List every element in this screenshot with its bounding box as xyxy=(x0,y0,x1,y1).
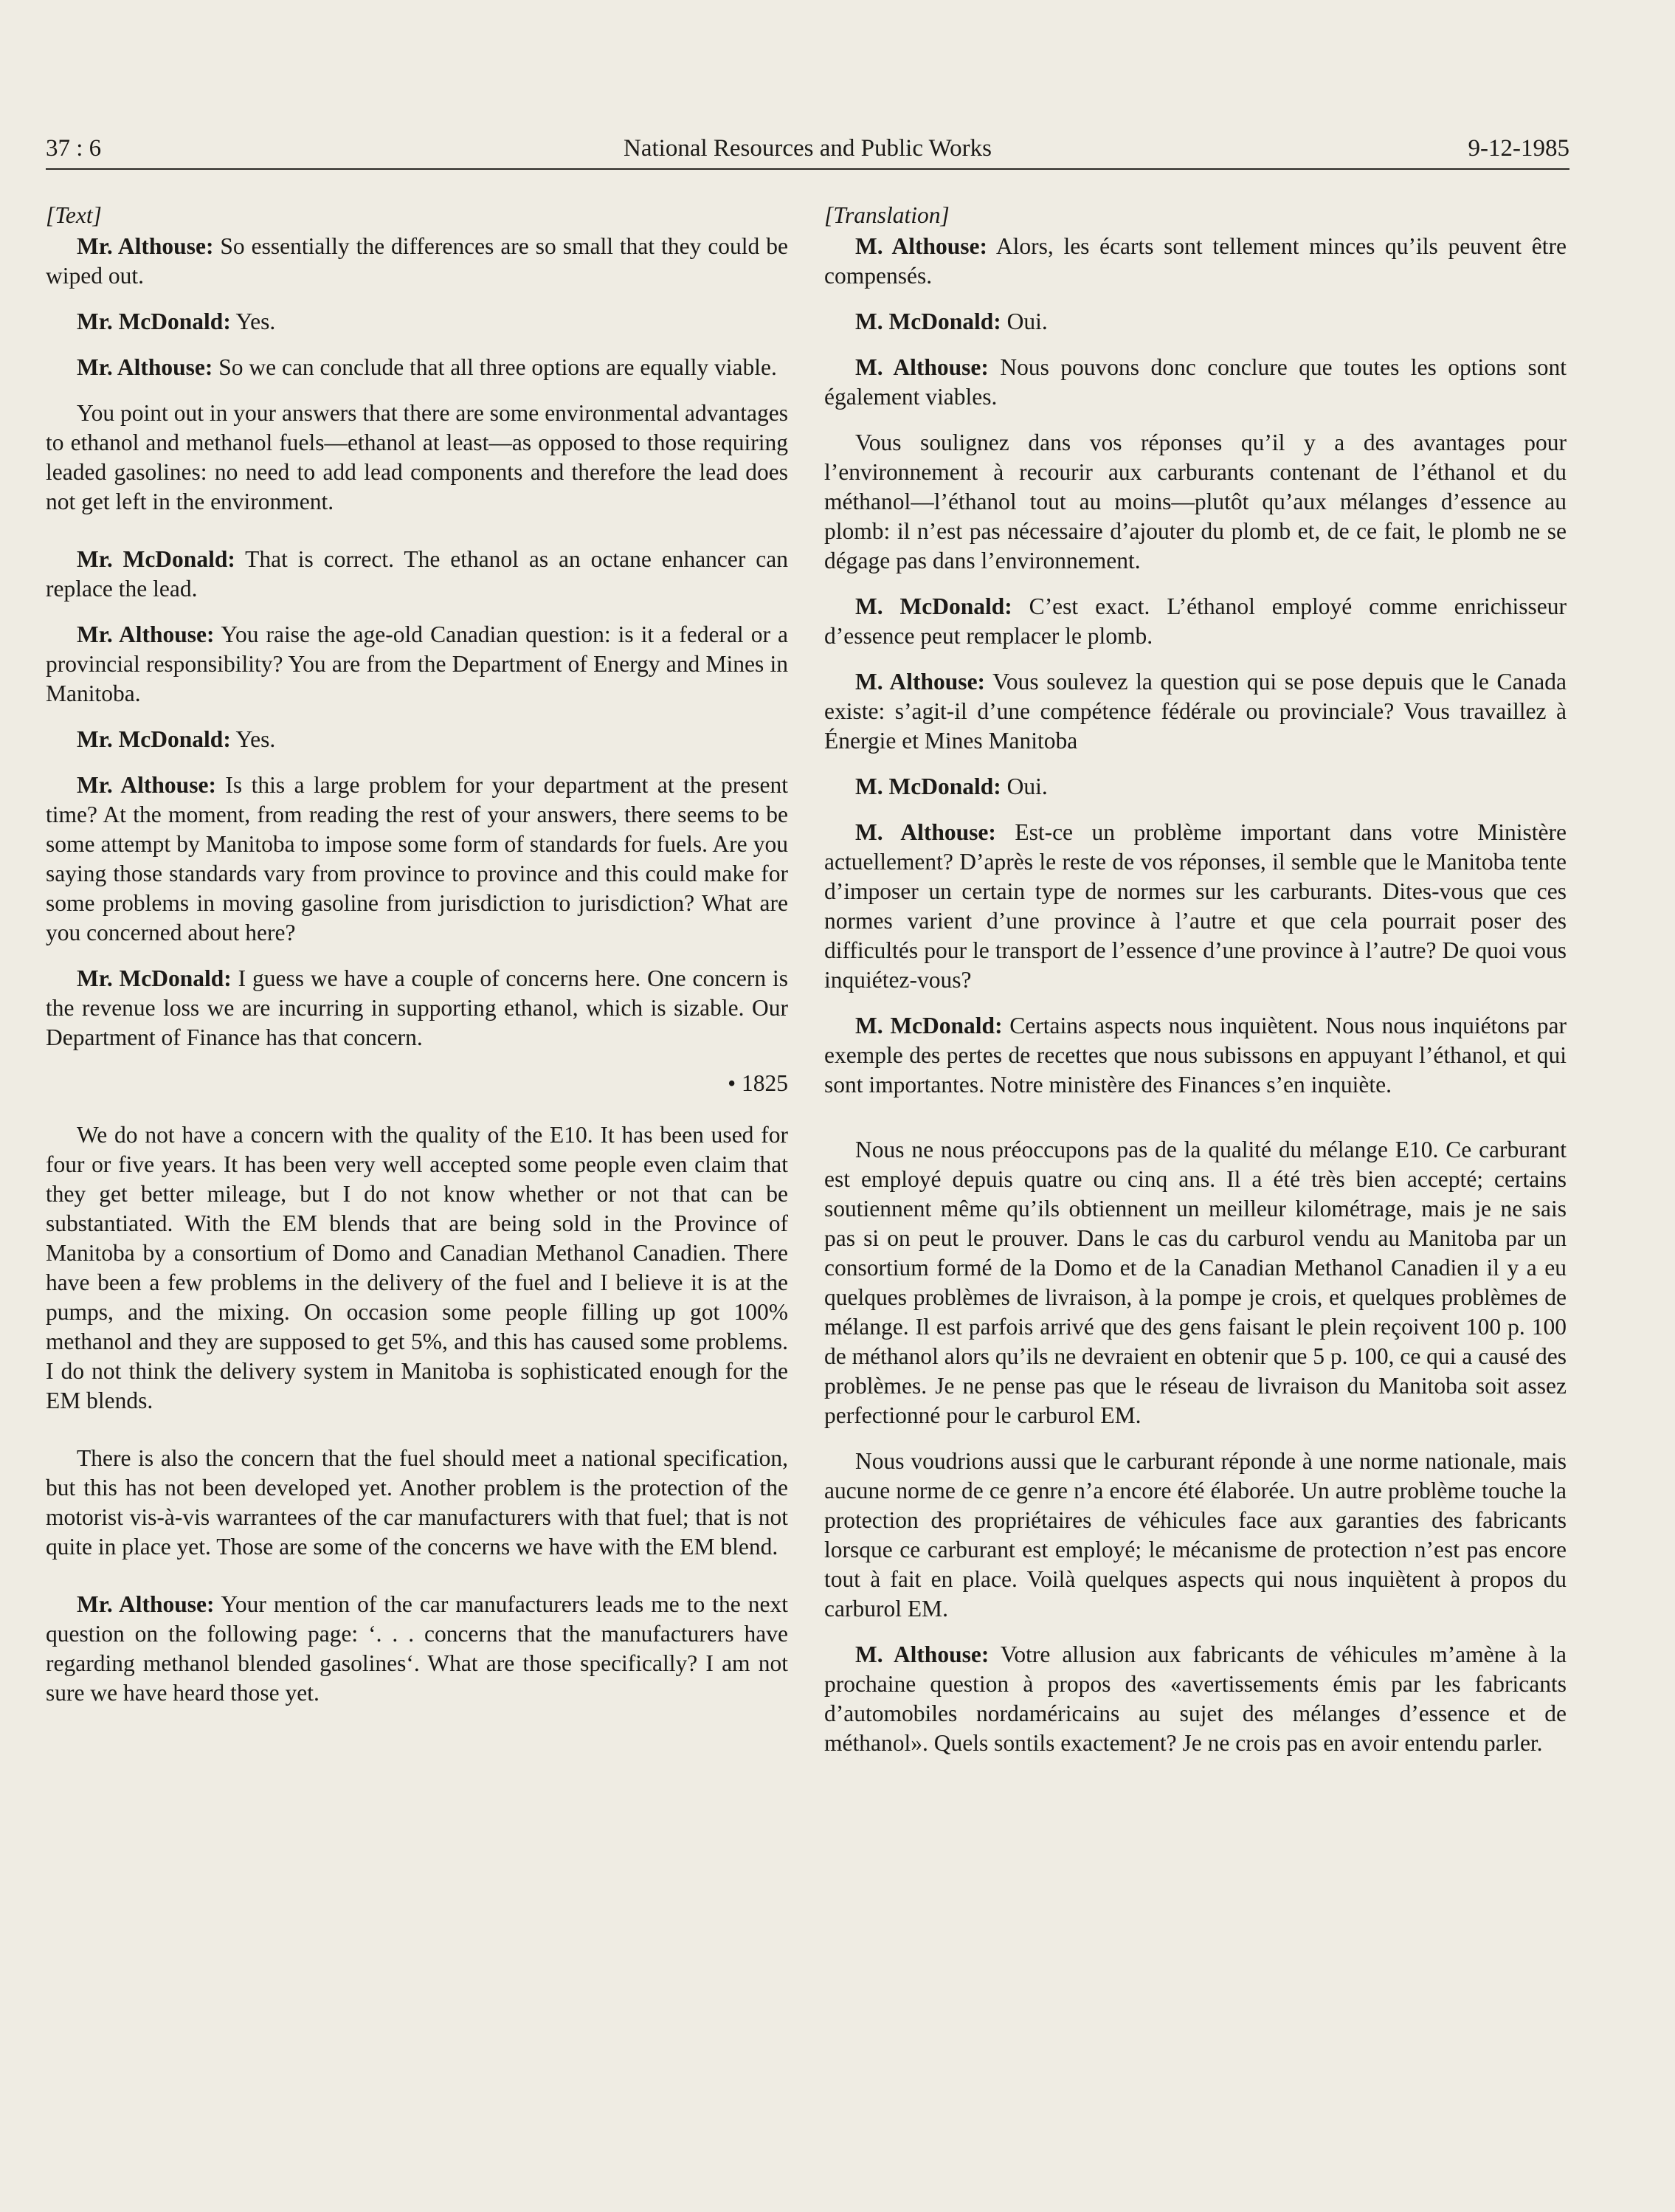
speaker-name: M. McDonald: xyxy=(855,309,1001,334)
speech-text: You raise the age-old Canadian question: is it a federal or a provincial responsibility? You are from the Department of Energy and Mines in Manitoba. xyxy=(46,621,788,706)
speaker-name: M. Althouse: xyxy=(855,1641,990,1667)
speech-text: That is correct. The ethanol as an octane enhancer can replace the lead. xyxy=(46,546,788,602)
speech-text: Yes. xyxy=(230,309,276,334)
speaker-name: Mr. McDonald: xyxy=(77,309,231,334)
speaker-name: M. McDonald: xyxy=(855,1013,1003,1038)
section-label: [Text] xyxy=(46,202,102,228)
paragraph xyxy=(824,353,1567,412)
paragraph xyxy=(824,667,1567,756)
speech-text: Alors, les écarts sont tellement minces qu’ils peuvent être compensés. xyxy=(824,233,1567,289)
speech-text: I guess we have a couple of concerns here. One concern is the revenue loss we are incurring in supporting ethanol, which is sizable. Our Department of Finance has that concern. xyxy=(46,965,789,1050)
french-column xyxy=(824,201,1567,1774)
page-header xyxy=(46,127,1569,170)
paragraph xyxy=(824,1011,1567,1100)
publication-title: National Resources and Public Works xyxy=(624,135,992,162)
paragraph xyxy=(46,771,788,948)
paragraph xyxy=(824,592,1567,651)
paragraph xyxy=(46,307,788,337)
speaker-name: Mr. Althouse: xyxy=(77,354,213,380)
speech-text: Oui. xyxy=(1001,773,1048,799)
paragraph xyxy=(824,818,1567,995)
paragraph xyxy=(824,307,1567,337)
paragraph xyxy=(46,353,788,382)
speech-text: So essentially the differences are so small that they could be wiped out. xyxy=(46,233,788,289)
speaker-name: Mr. Althouse: xyxy=(77,233,214,259)
paragraph xyxy=(46,1590,788,1708)
speech-text: Oui. xyxy=(1001,309,1048,334)
paragraph: Nous ne nous préoccupons pas de la qualité du mélange E10. Ce carburant est employé depuis quatre ou cinq ans. Il a été très bien accepté; certains soutiennent même qu’ils obtiennent un meilleur kilométrage, mais je ne sais pas si on peut le prouver. Dans le cas du carburol vendu au Manitoba par un consortium formé de la Domo et de la Canadian Methanol Canadien il y a eu quelques problèmes de livraison, à la pompe je crois, et quelques problèmes de mélange. Il est parfois arrivé que des gens faisant le plein reçoivent 100 p. 100 de méthanol alors qu’ils ne devraient en obtenir que 5 p. 100, ce qui a causé des problèmes. Je ne pense pas que le réseau de livraison du Manitoba soit assez perfectionné pour le carburol EM. xyxy=(824,1137,1567,1428)
paragraph xyxy=(46,620,788,709)
paragraph xyxy=(46,232,788,291)
speaker-name: Mr. Althouse: xyxy=(77,621,215,647)
paragraph: We do not have a concern with the quality of the E10. It has been used for four or five years. It has been very well accepted some people even claim that they get better mileage, but I do not know whether or not that can be substantiated. With the EM blends that are being sold in the Province of Manitoba by a consortium of Domo and Canadian Methanol Canadien. There have been a few problems in the delivery of the fuel and I believe it is at the pumps, and the mixing. On occasion some people filling up got 100% methanol and they are supposed to get 5%, and this has caused some problems. I do not think the delivery system in Manitoba is sophisticated enough for the EM blends. xyxy=(46,1122,788,1413)
paragraph: You point out in your answers that there are some environmental advantages to ethanol and methanol fuels—ethanol at least—as opposed to those requiring leaded gasolines: no need to add lead components and therefore the lead does not get left in the environment. xyxy=(46,400,788,514)
paragraph xyxy=(824,232,1567,291)
section-label: [Translation] xyxy=(824,202,950,228)
paragraph: There is also the concern that the fuel should meet a national specification, but this has not been developed yet. Another problem is the protection of the motorist vis-à-vis warrantees of the car manufacturers with that fuel; that is not quite in place yet. Those are some of the concerns we have with the EM blend. xyxy=(46,1445,788,1560)
speaker-name: M. Althouse: xyxy=(855,233,988,259)
speech-text: Certains aspects nous inquiètent. Nous nous inquiétons par exemple des pertes de recettes que nous subissons en appuyant l’éthanol, et qui sont importantes. Notre ministère des Finances s’en inquiète. xyxy=(824,1013,1567,1098)
speech-text: Est-ce un problème important dans votre Ministère actuellement? D’après le reste de vos réponses, il semble que le Manitoba tente d’imposer un certain type de normes sur les carburants. Dites-vous que ces normes varient d’une province à l’autre et que cela pourrait poser des difficultés pour le transport de l’essence d’une province à l’autre? De quoi vous inquiétez-vous? xyxy=(824,819,1567,993)
paragraph xyxy=(46,545,788,604)
speaker-name: M. Althouse: xyxy=(855,819,996,845)
speaker-name: M. McDonald: xyxy=(855,593,1012,619)
paragraph: Vous soulignez dans vos réponses qu’il y a des avantages pour l’environnement à recourir aux carburants contenant de l’éthanol et du méthanol—l’éthanol tout au moins—plutôt qu’aux mélanges d’essence au plomb: il n’est pas nécessaire d’ajouter du plomb et, de ce fait, le plomb ne se dégage pas dans l’environnement. xyxy=(824,430,1567,573)
speaker-name: Mr. Althouse: xyxy=(77,1591,215,1617)
speaker-name: Mr. McDonald: xyxy=(77,546,235,572)
speech-text: Is this a large problem for your department at the present time? At the moment, from reading the rest of your answers, there seems to be some attempt by Manitoba to impose some form of standards for fuels. Are you saying those standards vary from province to province and this could make for some problems in moving gasoline from jurisdiction to jurisdiction? What are you concerned about here? xyxy=(46,772,789,945)
speaker-name: M. Althouse: xyxy=(855,354,989,380)
speaker-name: Mr. Althouse: xyxy=(77,772,216,798)
page-number: 37 : 6 xyxy=(46,135,102,162)
speaker-name: M. Althouse: xyxy=(855,669,986,695)
speech-text: Vous soulevez la question qui se pose depuis que le Canada existe: s’agit-il d’une compétence fédérale ou provinciale? Vous travaillez à Énergie et Mines Manitoba xyxy=(824,669,1567,754)
speech-text: So we can conclude that all three options are equally viable. xyxy=(213,354,777,380)
speaker-name: Mr. McDonald: xyxy=(77,726,231,752)
speech-text: Votre allusion aux fabricants de véhicules m’amène à la prochaine question à propos des «avertissements émis par les fabricants d’automobiles nordaméricains au sujet des mélanges d’essence et de méthanol». Quels sontils exactement? Je ne crois pas en avoir entendu parler. xyxy=(824,1641,1567,1756)
paragraph: Nous voudrions aussi que le carburant réponde à une norme nationale, mais aucune norme de ce genre n’a encore été élaborée. Un autre problème touche la protection des propriétaires de véhicules face aux garanties des fabricants lorsque ce carburant est employé; le mécanisme de protection n’est pas encore tout à fait en place. Voilà quelques aspects qui nous inquiètent à propos du carburol EM. xyxy=(824,1448,1567,1622)
paragraph xyxy=(46,964,788,1052)
speech-text: Nous pouvons donc conclure que toutes les options sont également viables. xyxy=(824,354,1567,410)
paragraph xyxy=(46,725,788,754)
paragraph xyxy=(824,1640,1567,1758)
speech-text: Your mention of the car manufacturers leads me to the next question on the following page: ‘. . . concerns that the manufacturers have regarding methanol blended gasolines‘. What are those specifically? I am not sure we have heard those yet. xyxy=(46,1591,789,1706)
speaker-name: Mr. McDonald: xyxy=(77,965,232,991)
time-marker: • 1825 xyxy=(728,1070,788,1096)
header-date: 9-12-1985 xyxy=(1468,135,1569,162)
speech-text: Yes. xyxy=(230,726,276,752)
speech-text: C’est exact. L’éthanol employé comme enrichisseur d’essence peut remplacer le plomb. xyxy=(824,593,1567,649)
speaker-name: M. McDonald: xyxy=(855,773,1001,799)
paragraph xyxy=(824,772,1567,802)
english-column xyxy=(46,201,788,1724)
